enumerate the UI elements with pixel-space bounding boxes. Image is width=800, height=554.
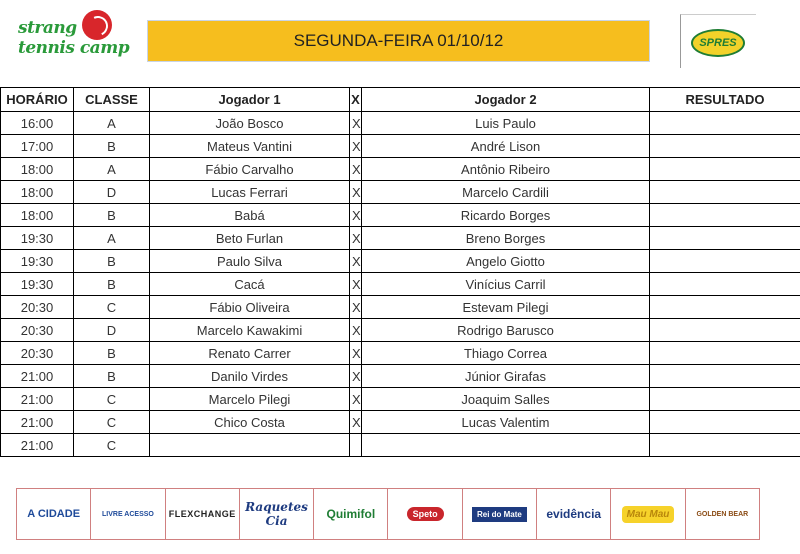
player2-cell: Joaquim Salles	[362, 388, 650, 411]
player2-cell: Estevam Pilegi	[362, 296, 650, 319]
class-cell: C	[74, 296, 150, 319]
result-cell	[650, 250, 800, 273]
sponsor-label: evidência	[546, 507, 602, 521]
class-cell: D	[74, 181, 150, 204]
time-cell: 18:00	[1, 181, 74, 204]
logo-text-line2: tennis camp	[18, 38, 130, 58]
header-jogador2: Jogador 2	[362, 88, 650, 112]
class-cell: C	[74, 434, 150, 457]
table-row	[1, 135, 800, 158]
player1-cell: Fábio Carvalho	[150, 158, 350, 181]
versus-cell: X	[350, 319, 362, 342]
class-cell: B	[74, 342, 150, 365]
table-row	[1, 181, 800, 204]
player2-cell: Ricardo Borges	[362, 204, 650, 227]
class-cell: B	[74, 250, 150, 273]
versus-cell: X	[350, 388, 362, 411]
sponsor-label: Raquetes Cia	[245, 500, 308, 528]
player2-cell: Júnior Girafas	[362, 365, 650, 388]
page-title: SEGUNDA-FEIRA 01/10/12	[147, 20, 650, 62]
time-cell: 17:00	[1, 135, 74, 158]
result-cell	[650, 135, 800, 158]
sponsor-strip	[16, 488, 760, 540]
sponsor-golden-logo	[686, 489, 759, 539]
table-row	[1, 365, 800, 388]
class-cell: B	[74, 204, 150, 227]
class-cell: B	[74, 365, 150, 388]
player2-cell: Luis Paulo	[362, 112, 650, 135]
time-cell: 20:30	[1, 296, 74, 319]
player1-cell: Renato Carrer	[150, 342, 350, 365]
sponsor-flex-logo	[166, 489, 240, 539]
spres-badge: SPRES	[691, 29, 745, 57]
class-cell: B	[74, 273, 150, 296]
player1-cell: Marcelo Pilegi	[150, 388, 350, 411]
result-cell	[650, 181, 800, 204]
table-row	[1, 250, 800, 273]
sucos-spres-logo	[680, 14, 756, 68]
result-cell	[650, 342, 800, 365]
time-cell: 19:30	[1, 250, 74, 273]
header-classe: CLASSE	[74, 88, 150, 112]
sponsor-mau-logo	[611, 489, 685, 539]
class-cell: A	[74, 227, 150, 250]
versus-cell: X	[350, 411, 362, 434]
player2-cell	[362, 434, 650, 457]
match-schedule-table	[0, 87, 800, 457]
player1-cell: Chico Costa	[150, 411, 350, 434]
versus-cell: X	[350, 273, 362, 296]
table-row	[1, 227, 800, 250]
sponsor-label: GOLDEN BEAR	[696, 510, 749, 518]
sponsor-label: Rei do Mate	[472, 507, 527, 522]
player2-cell: Marcelo Cardili	[362, 181, 650, 204]
player1-cell: Cacá	[150, 273, 350, 296]
player2-cell: Lucas Valentim	[362, 411, 650, 434]
sponsor-label: A CIDADE	[27, 508, 81, 520]
sponsor-label: Speto	[407, 507, 444, 521]
player1-cell: Beto Furlan	[150, 227, 350, 250]
sponsor-label: FLEXCHANGE	[168, 509, 236, 519]
table-row	[1, 296, 800, 319]
result-cell	[650, 227, 800, 250]
result-cell	[650, 158, 800, 181]
time-cell: 19:30	[1, 273, 74, 296]
player2-cell: André Lison	[362, 135, 650, 158]
sponsor-evid-logo	[537, 489, 611, 539]
table-row	[1, 434, 800, 457]
class-cell: D	[74, 319, 150, 342]
versus-cell: X	[350, 181, 362, 204]
header-x: X	[350, 88, 362, 112]
versus-cell: X	[350, 296, 362, 319]
player1-cell: Mateus Vantini	[150, 135, 350, 158]
versus-cell: X	[350, 135, 362, 158]
versus-cell: X	[350, 112, 362, 135]
sponsor-livre-logo	[91, 489, 165, 539]
player1-cell: Babá	[150, 204, 350, 227]
table-body	[1, 112, 800, 457]
result-cell	[650, 319, 800, 342]
tennis-ball-icon	[82, 10, 112, 40]
player2-cell: Angelo Giotto	[362, 250, 650, 273]
table-row	[1, 388, 800, 411]
class-cell: A	[74, 112, 150, 135]
versus-cell: X	[350, 342, 362, 365]
result-cell	[650, 365, 800, 388]
player2-cell: Thiago Correa	[362, 342, 650, 365]
time-cell: 19:30	[1, 227, 74, 250]
result-cell	[650, 204, 800, 227]
time-cell: 20:30	[1, 342, 74, 365]
time-cell: 18:00	[1, 158, 74, 181]
sponsor-rei-logo	[463, 489, 537, 539]
class-cell: C	[74, 388, 150, 411]
result-cell	[650, 411, 800, 434]
result-cell	[650, 434, 800, 457]
result-cell	[650, 112, 800, 135]
class-cell: B	[74, 135, 150, 158]
player1-cell: Danilo Virdes	[150, 365, 350, 388]
table-row	[1, 342, 800, 365]
table-row	[1, 204, 800, 227]
player1-cell: Lucas Ferrari	[150, 181, 350, 204]
result-cell	[650, 296, 800, 319]
result-cell	[650, 273, 800, 296]
class-cell: C	[74, 411, 150, 434]
versus-cell: X	[350, 204, 362, 227]
time-cell: 21:00	[1, 411, 74, 434]
sponsor-cidade-logo	[17, 489, 91, 539]
versus-cell: X	[350, 365, 362, 388]
versus-cell	[350, 434, 362, 457]
sponsor-label: LIVRE ACESSO	[102, 510, 154, 518]
strang-tennis-camp-logo	[14, 8, 130, 64]
time-cell: 21:00	[1, 388, 74, 411]
sponsor-quim-logo	[314, 489, 388, 539]
time-cell: 20:30	[1, 319, 74, 342]
player2-cell: Breno Borges	[362, 227, 650, 250]
header-resultado: RESULTADO	[650, 88, 800, 112]
versus-cell: X	[350, 250, 362, 273]
player1-cell: Paulo Silva	[150, 250, 350, 273]
table-row	[1, 273, 800, 296]
versus-cell: X	[350, 227, 362, 250]
player1-cell	[150, 434, 350, 457]
table-row	[1, 411, 800, 434]
player1-cell: João Bosco	[150, 112, 350, 135]
sponsor-raq-logo	[240, 489, 314, 539]
header-jogador1: Jogador 1	[150, 88, 350, 112]
table-row	[1, 319, 800, 342]
time-cell: 16:00	[1, 112, 74, 135]
time-cell: 21:00	[1, 365, 74, 388]
sponsor-label: Quimifol	[326, 507, 376, 521]
player1-cell: Marcelo Kawakimi	[150, 319, 350, 342]
table-header-row	[1, 88, 800, 112]
player1-cell: Fábio Oliveira	[150, 296, 350, 319]
sponsor-label: Mau Mau	[622, 506, 675, 523]
table-row	[1, 112, 800, 135]
player2-cell: Antônio Ribeiro	[362, 158, 650, 181]
header-horario: HORÁRIO	[1, 88, 74, 112]
sponsor-speto-logo	[388, 489, 462, 539]
versus-cell: X	[350, 158, 362, 181]
class-cell: A	[74, 158, 150, 181]
player2-cell: Vinícius Carril	[362, 273, 650, 296]
result-cell	[650, 388, 800, 411]
time-cell: 18:00	[1, 204, 74, 227]
table-row	[1, 158, 800, 181]
time-cell: 21:00	[1, 434, 74, 457]
player2-cell: Rodrigo Barusco	[362, 319, 650, 342]
logo-text-line1: strang	[18, 18, 77, 38]
